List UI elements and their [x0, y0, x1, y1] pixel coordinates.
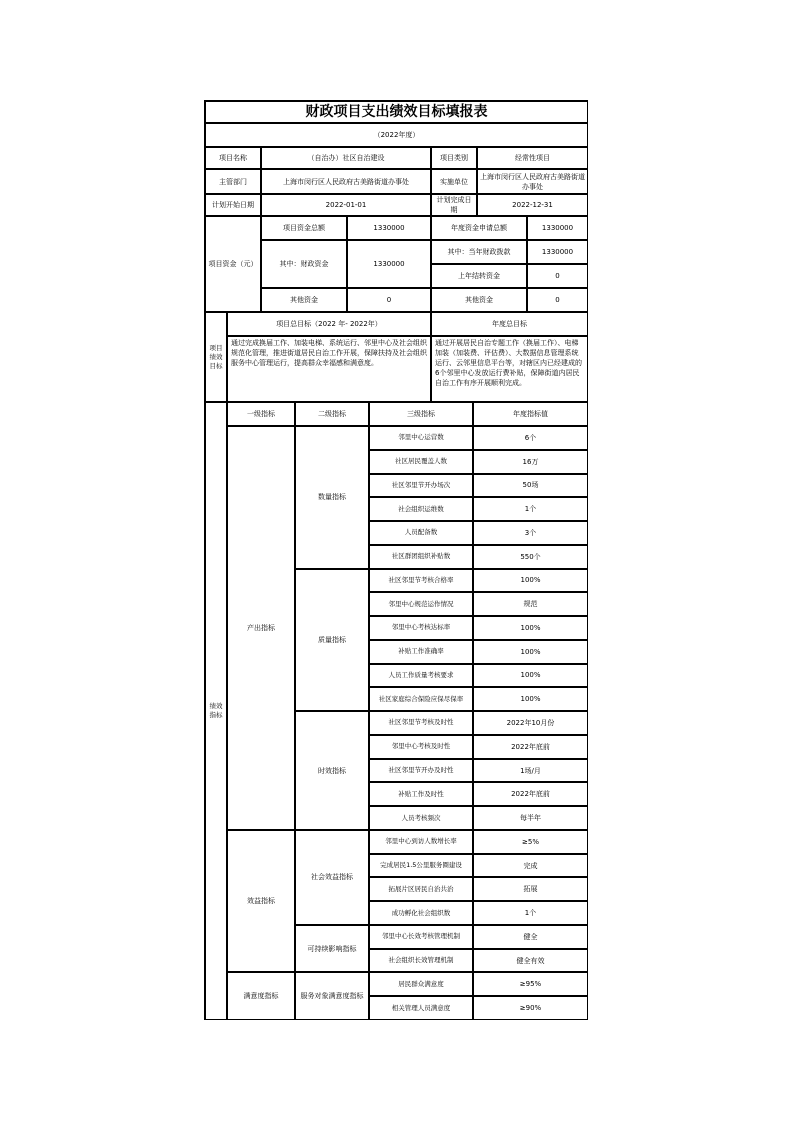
indicator-value: 每半年	[473, 806, 588, 830]
carryover-label: 上年结转资金	[431, 264, 527, 288]
level2-indicator: 可持续影响指标	[295, 925, 369, 973]
indicator-name: 人员配备数	[369, 521, 473, 545]
indicator-name: 人员工作质量考核要求	[369, 664, 473, 688]
indicator-name: 补贴工作及时性	[369, 782, 473, 806]
indicator-value: 16万	[473, 450, 588, 474]
indicator-name: 社区邻里节开办及时性	[369, 759, 473, 783]
project-type-label: 项目类别	[431, 147, 477, 169]
indicator-name: 社区群团组织补贴数	[369, 545, 473, 569]
current-fiscal-label: 其中：当年财政拨款	[431, 240, 527, 264]
performance-target-form	[204, 100, 588, 1020]
form-year: （2022年度）	[205, 123, 588, 147]
indicator-value: 100%	[473, 687, 588, 711]
indicator-name: 邻里中心规范运作情况	[369, 592, 473, 616]
start-date-label: 计划开始日期	[205, 194, 261, 216]
implementing-unit-label: 实施单位	[431, 169, 477, 194]
carryover-value: 0	[527, 264, 588, 288]
indicator-value: 50场	[473, 474, 588, 498]
project-name-label: 项目名称	[205, 147, 261, 169]
fiscal-funds-label: 其中：财政资金	[261, 240, 347, 288]
indicator-value: 1个	[473, 901, 588, 925]
indicator-name: 社会组织运维数	[369, 497, 473, 521]
indicator-header-4: 年度指标值	[473, 402, 588, 426]
goals-label: 项目绩效目标	[205, 312, 227, 402]
indicator-value: 规范	[473, 592, 588, 616]
indicator-name: 社会组织长效管理机制	[369, 949, 473, 973]
indicator-name: 邻里中心考核达标率	[369, 616, 473, 640]
start-date-value: 2022-01-01	[261, 194, 431, 216]
other-funds2-value: 0	[527, 288, 588, 312]
indicator-name: 社区邻里节考核合格率	[369, 569, 473, 593]
other-funds-label: 其他资金	[261, 288, 347, 312]
indicator-value: ≥95%	[473, 972, 588, 996]
end-date-value: 2022-12-31	[477, 194, 588, 216]
indicator-name: 社区家庭综合保险应保尽保率	[369, 687, 473, 711]
indicator-value: 100%	[473, 569, 588, 593]
indicator-name: 邻里中心长效考核管理机制	[369, 925, 473, 949]
indicator-name: 补贴工作准确率	[369, 640, 473, 664]
annual-funds-value: 1330000	[527, 216, 588, 240]
level2-indicator: 时效指标	[295, 711, 369, 830]
annual-funds-label: 年度资金申请总额	[431, 216, 527, 240]
end-date-label: 计划完成日期	[431, 194, 477, 216]
indicator-header-2: 二级指标	[295, 402, 369, 426]
indicator-value: 100%	[473, 640, 588, 664]
indicator-value: 健全	[473, 925, 588, 949]
indicator-name: 邻里中心到访人数增长率	[369, 830, 473, 854]
other-funds2-label: 其他资金	[431, 288, 527, 312]
indicators-label: 绩效指标	[205, 402, 227, 1020]
funds-total-value: 1330000	[347, 216, 431, 240]
department-value: 上海市闵行区人民政府古美路街道办事处	[261, 169, 431, 194]
indicator-value: 3个	[473, 521, 588, 545]
indicator-value: ≥5%	[473, 830, 588, 854]
indicator-value: 1个	[473, 497, 588, 521]
level2-indicator: 服务对象满意度指标	[295, 972, 369, 1020]
indicator-value: ≥90%	[473, 996, 588, 1020]
overall-goal-header: 项目总目标（2022 年- 2022年）	[227, 312, 431, 336]
level1-indicator: 产出指标	[227, 426, 295, 830]
annual-goal-text: 通过开展居民自治专题工作（换届工作）、电梯加装（加装费、评估费）、大数据信息管理系统运行、云邻里信息平台等，对辖区内已经建成的6个邻里中心发放运行费补贴，保障街道内居民自治工作有序开展顺利完成。	[431, 336, 588, 402]
form-title: 财政项目支出绩效目标填报表	[205, 101, 588, 123]
indicator-name: 人员考核频次	[369, 806, 473, 830]
indicator-value: 拓展	[473, 877, 588, 901]
department-label: 主管部门	[205, 169, 261, 194]
fiscal-funds-value: 1330000	[347, 240, 431, 288]
implementing-unit-value: 上海市闵行区人民政府古美路街道办事处	[477, 169, 588, 194]
level2-indicator: 数量指标	[295, 426, 369, 569]
other-funds-value: 0	[347, 288, 431, 312]
project-type-value: 经常性项目	[477, 147, 588, 169]
level1-indicator: 满意度指标	[227, 972, 295, 1020]
indicator-name: 社区居民覆盖人数	[369, 450, 473, 474]
funds-total-label: 项目资金总额	[261, 216, 347, 240]
indicator-value: 100%	[473, 616, 588, 640]
indicator-value: 550个	[473, 545, 588, 569]
current-fiscal-value: 1330000	[527, 240, 588, 264]
level2-indicator: 质量指标	[295, 569, 369, 712]
level2-indicator: 社会效益指标	[295, 830, 369, 925]
indicator-value: 6个	[473, 426, 588, 450]
indicator-value: 健全有效	[473, 949, 588, 973]
project-name-value: （自治办）社区自治建设	[261, 147, 431, 169]
indicator-value: 2022年底前	[473, 782, 588, 806]
indicator-value: 100%	[473, 664, 588, 688]
overall-goal-text: 通过完成换届工作、加装电梯、系统运行、邻里中心及社会组织规范化管理，推进街道居民自治工作开展，保障扶持及社会组织服务中心管理运行，提高群众幸福感和满意度。	[227, 336, 431, 402]
indicator-value: 完成	[473, 854, 588, 878]
indicator-name: 相关管理人员满意度	[369, 996, 473, 1020]
indicator-name: 成功孵化社会组织数	[369, 901, 473, 925]
indicator-value: 2022年底前	[473, 735, 588, 759]
indicator-header-3: 三级指标	[369, 402, 473, 426]
indicator-name: 邻里中心考核及时性	[369, 735, 473, 759]
annual-goal-header: 年度总目标	[431, 312, 588, 336]
indicator-name: 完成居民1.5公里服务圈建设	[369, 854, 473, 878]
indicator-value: 2022年10月份	[473, 711, 588, 735]
level1-indicator: 效益指标	[227, 830, 295, 973]
indicator-name: 社区邻里节考核及时性	[369, 711, 473, 735]
indicator-value: 1场/月	[473, 759, 588, 783]
indicator-header-1: 一级指标	[227, 402, 295, 426]
indicator-name: 居民群众满意度	[369, 972, 473, 996]
indicator-name: 社区邻里节开办场次	[369, 474, 473, 498]
indicator-name: 邻里中心运营数	[369, 426, 473, 450]
funds-label: 项目资金（元）	[205, 216, 261, 312]
indicator-name: 拓展片区居民自治共治	[369, 877, 473, 901]
